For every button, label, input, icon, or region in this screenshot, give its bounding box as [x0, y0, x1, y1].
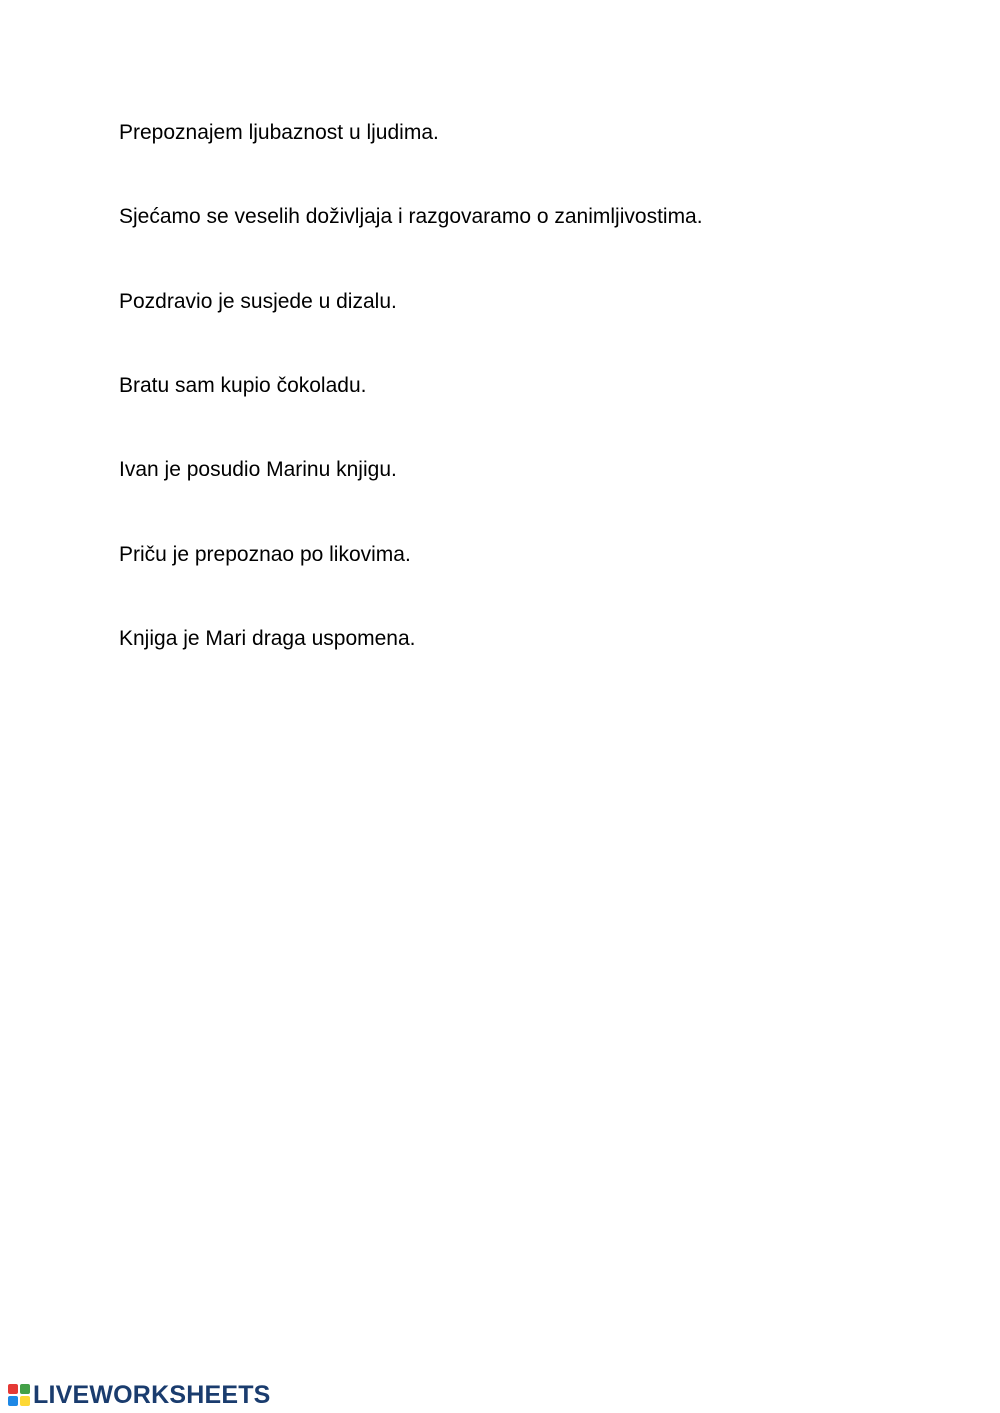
liveworksheets-logo[interactable] [8, 1382, 271, 1408]
sentence-7: Knjiga je Mari draga uspomena. [119, 627, 416, 650]
sentence-2: Sjećamo se veselih doživljaja i razgovaramo o zanimljivostima. [119, 205, 703, 228]
logo-blocks-icon [8, 1384, 30, 1406]
sentence-6: Priču je prepoznao po likovima. [119, 543, 411, 566]
sentence-1: Prepoznajem ljubaznost u ljudima. [119, 121, 439, 144]
sentence-4: Bratu sam kupio čokoladu. [119, 374, 367, 397]
logo-text: LIVEWORKSHEETS [33, 1381, 271, 1409]
sentence-3: Pozdravio je susjede u dizalu. [119, 290, 397, 313]
sentence-5: Ivan je posudio Marinu knjigu. [119, 458, 397, 481]
